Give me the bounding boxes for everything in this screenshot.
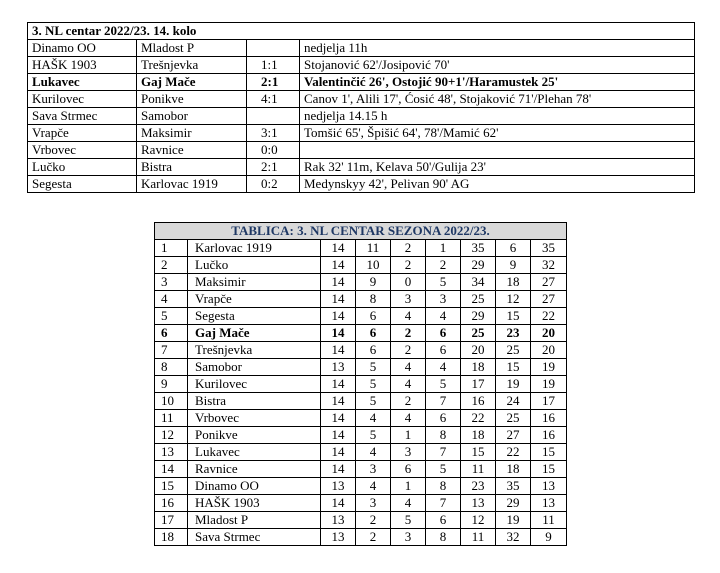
score — [247, 40, 300, 57]
standings-row — [155, 376, 567, 393]
wins: 5 — [356, 359, 391, 376]
losses: 5 — [426, 274, 461, 291]
played: 14 — [321, 325, 356, 342]
position: 11 — [155, 410, 188, 427]
points: 16 — [531, 410, 567, 427]
standings-row — [155, 478, 567, 495]
points: 17 — [531, 393, 567, 410]
standings-row — [155, 325, 567, 342]
goals-for: 29 — [461, 257, 496, 274]
score: 2:1 — [247, 74, 300, 91]
match-info: nedjelja 14.15 h — [300, 108, 695, 125]
draws: 1 — [391, 427, 426, 444]
losses: 5 — [426, 376, 461, 393]
losses: 5 — [426, 461, 461, 478]
draws: 3 — [391, 291, 426, 308]
position: 8 — [155, 359, 188, 376]
team-name: Trešnjevka — [188, 342, 321, 359]
home-team: Lukavec — [28, 74, 137, 91]
away-team: Mladost P — [137, 40, 247, 57]
standings-table — [154, 222, 567, 546]
points: 35 — [531, 240, 567, 257]
draws: 2 — [391, 393, 426, 410]
home-team: Vrapče — [28, 125, 137, 142]
team-name: Lučko — [188, 257, 321, 274]
losses: 6 — [426, 342, 461, 359]
team-name: Gaj Mače — [188, 325, 321, 342]
wins: 4 — [356, 410, 391, 427]
away-team: Ponikve — [137, 91, 247, 108]
score: 0:2 — [247, 176, 300, 193]
goals-for: 22 — [461, 410, 496, 427]
position: 18 — [155, 529, 188, 546]
match-info: Medynskyy 42', Pelivan 90' AG — [300, 176, 695, 193]
standings-row — [155, 240, 567, 257]
standings-row — [155, 410, 567, 427]
losses: 4 — [426, 359, 461, 376]
away-team: Samobor — [137, 108, 247, 125]
goals-against: 12 — [496, 291, 531, 308]
result-row — [28, 74, 695, 91]
wins: 5 — [356, 393, 391, 410]
standings-row — [155, 495, 567, 512]
played: 14 — [321, 393, 356, 410]
results-title-row — [28, 23, 695, 40]
points: 11 — [531, 512, 567, 529]
losses: 6 — [426, 512, 461, 529]
away-team: Ravnice — [137, 142, 247, 159]
draws: 1 — [391, 478, 426, 495]
points: 19 — [531, 376, 567, 393]
position: 17 — [155, 512, 188, 529]
team-name: Bistra — [188, 393, 321, 410]
goals-for: 12 — [461, 512, 496, 529]
team-name: Ravnice — [188, 461, 321, 478]
goals-against: 35 — [496, 478, 531, 495]
goals-for: 13 — [461, 495, 496, 512]
position: 3 — [155, 274, 188, 291]
position: 16 — [155, 495, 188, 512]
standings-row — [155, 359, 567, 376]
losses: 4 — [426, 308, 461, 325]
match-info: Valentinčić 26', Ostojić 90+1'/Haramustek 25' — [300, 74, 695, 91]
goals-against: 15 — [496, 308, 531, 325]
wins: 10 — [356, 257, 391, 274]
standings-row — [155, 291, 567, 308]
points: 27 — [531, 291, 567, 308]
goals-against: 32 — [496, 529, 531, 546]
wins: 6 — [356, 325, 391, 342]
played: 14 — [321, 376, 356, 393]
standings-row — [155, 342, 567, 359]
played: 14 — [321, 342, 356, 359]
played: 14 — [321, 308, 356, 325]
team-name: Karlovac 1919 — [188, 240, 321, 257]
points: 19 — [531, 359, 567, 376]
points: 13 — [531, 495, 567, 512]
position: 5 — [155, 308, 188, 325]
goals-against: 24 — [496, 393, 531, 410]
goals-for: 23 — [461, 478, 496, 495]
goals-against: 19 — [496, 376, 531, 393]
draws: 3 — [391, 444, 426, 461]
wins: 9 — [356, 274, 391, 291]
goals-against: 29 — [496, 495, 531, 512]
losses: 6 — [426, 410, 461, 427]
played: 14 — [321, 410, 356, 427]
wins: 2 — [356, 512, 391, 529]
goals-for: 17 — [461, 376, 496, 393]
wins: 8 — [356, 291, 391, 308]
goals-against: 9 — [496, 257, 531, 274]
draws: 5 — [391, 512, 426, 529]
played: 14 — [321, 444, 356, 461]
wins: 2 — [356, 529, 391, 546]
points: 13 — [531, 478, 567, 495]
team-name: Segesta — [188, 308, 321, 325]
wins: 5 — [356, 376, 391, 393]
goals-for: 11 — [461, 529, 496, 546]
played: 14 — [321, 257, 356, 274]
losses: 6 — [426, 325, 461, 342]
result-row — [28, 159, 695, 176]
standings-row — [155, 308, 567, 325]
result-row — [28, 142, 695, 159]
goals-against: 18 — [496, 274, 531, 291]
team-name: Mladost P — [188, 512, 321, 529]
points: 15 — [531, 444, 567, 461]
draws: 6 — [391, 461, 426, 478]
wins: 11 — [356, 240, 391, 257]
position: 14 — [155, 461, 188, 478]
draws: 4 — [391, 410, 426, 427]
wins: 3 — [356, 461, 391, 478]
goals-for: 18 — [461, 427, 496, 444]
position: 6 — [155, 325, 188, 342]
away-team: Karlovac 1919 — [137, 176, 247, 193]
home-team: Kurilovec — [28, 91, 137, 108]
match-info: Rak 32' 11m, Kelava 50'/Gulija 23' — [300, 159, 695, 176]
goals-for: 25 — [461, 291, 496, 308]
goals-for: 16 — [461, 393, 496, 410]
points: 16 — [531, 427, 567, 444]
team-name: Sava Strmec — [188, 529, 321, 546]
draws: 2 — [391, 257, 426, 274]
goals-against: 6 — [496, 240, 531, 257]
away-team: Bistra — [137, 159, 247, 176]
played: 14 — [321, 240, 356, 257]
team-name: Kurilovec — [188, 376, 321, 393]
home-team: HAŠK 1903 — [28, 57, 137, 74]
position: 10 — [155, 393, 188, 410]
goals-against: 27 — [496, 427, 531, 444]
match-info: Canov 1', Alili 17', Ćosić 48', Stojaković 71'/Plehan 78' — [300, 91, 695, 108]
losses: 7 — [426, 495, 461, 512]
team-name: Lukavec — [188, 444, 321, 461]
losses: 7 — [426, 393, 461, 410]
played: 13 — [321, 359, 356, 376]
result-row — [28, 40, 695, 57]
position: 15 — [155, 478, 188, 495]
home-team: Vrbovec — [28, 142, 137, 159]
points: 22 — [531, 308, 567, 325]
standings-row — [155, 461, 567, 478]
wins: 5 — [356, 427, 391, 444]
draws: 3 — [391, 529, 426, 546]
team-name: Maksimir — [188, 274, 321, 291]
home-team: Dinamo OO — [28, 40, 137, 57]
played: 13 — [321, 529, 356, 546]
result-row — [28, 125, 695, 142]
score: 2:1 — [247, 159, 300, 176]
played: 14 — [321, 427, 356, 444]
team-name: HAŠK 1903 — [188, 495, 321, 512]
score: 4:1 — [247, 91, 300, 108]
position: 12 — [155, 427, 188, 444]
standings-title: TABLICA: 3. NL CENTAR SEZONA 2022/23. — [155, 223, 567, 240]
match-info: Tomšić 65', Špišić 64', 78'/Mamić 62' — [300, 125, 695, 142]
position: 4 — [155, 291, 188, 308]
away-team: Trešnjevka — [137, 57, 247, 74]
team-name: Vrbovec — [188, 410, 321, 427]
goals-for: 15 — [461, 444, 496, 461]
wins: 3 — [356, 495, 391, 512]
losses: 1 — [426, 240, 461, 257]
wins: 6 — [356, 308, 391, 325]
score: 3:1 — [247, 125, 300, 142]
played: 13 — [321, 478, 356, 495]
goals-against: 19 — [496, 512, 531, 529]
position: 13 — [155, 444, 188, 461]
points: 20 — [531, 325, 567, 342]
away-team: Maksimir — [137, 125, 247, 142]
losses: 8 — [426, 427, 461, 444]
goals-for: 20 — [461, 342, 496, 359]
losses: 7 — [426, 444, 461, 461]
goals-for: 34 — [461, 274, 496, 291]
home-team: Segesta — [28, 176, 137, 193]
results-table — [27, 22, 695, 193]
losses: 8 — [426, 529, 461, 546]
away-team: Gaj Mače — [137, 74, 247, 91]
goals-against: 18 — [496, 461, 531, 478]
team-name: Samobor — [188, 359, 321, 376]
results-title: 3. NL centar 2022/23. 14. kolo — [28, 23, 695, 40]
goals-for: 25 — [461, 325, 496, 342]
draws: 0 — [391, 274, 426, 291]
played: 14 — [321, 461, 356, 478]
draws: 4 — [391, 495, 426, 512]
draws: 4 — [391, 308, 426, 325]
wins: 4 — [356, 478, 391, 495]
position: 7 — [155, 342, 188, 359]
points: 27 — [531, 274, 567, 291]
position: 2 — [155, 257, 188, 274]
home-team: Sava Strmec — [28, 108, 137, 125]
goals-against: 15 — [496, 359, 531, 376]
draws: 2 — [391, 240, 426, 257]
goals-against: 22 — [496, 444, 531, 461]
standings-row — [155, 274, 567, 291]
result-row — [28, 108, 695, 125]
standings-row — [155, 257, 567, 274]
wins: 6 — [356, 342, 391, 359]
played: 14 — [321, 495, 356, 512]
score — [247, 108, 300, 125]
standings-row — [155, 427, 567, 444]
losses: 3 — [426, 291, 461, 308]
draws: 4 — [391, 376, 426, 393]
goals-for: 18 — [461, 359, 496, 376]
points: 20 — [531, 342, 567, 359]
losses: 2 — [426, 257, 461, 274]
match-info: nedjelja 11h — [300, 40, 695, 57]
goals-for: 11 — [461, 461, 496, 478]
result-row — [28, 91, 695, 108]
draws: 2 — [391, 342, 426, 359]
goals-against: 23 — [496, 325, 531, 342]
goals-against: 25 — [496, 410, 531, 427]
standings-row — [155, 512, 567, 529]
played: 13 — [321, 512, 356, 529]
losses: 8 — [426, 478, 461, 495]
goals-against: 25 — [496, 342, 531, 359]
standings-title-row — [155, 223, 567, 240]
played: 14 — [321, 274, 356, 291]
points: 9 — [531, 529, 567, 546]
points: 32 — [531, 257, 567, 274]
position: 9 — [155, 376, 188, 393]
goals-for: 29 — [461, 308, 496, 325]
team-name: Ponikve — [188, 427, 321, 444]
draws: 4 — [391, 359, 426, 376]
points: 15 — [531, 461, 567, 478]
team-name: Vrapče — [188, 291, 321, 308]
match-info: Stojanović 62'/Josipović 70' — [300, 57, 695, 74]
draws: 2 — [391, 325, 426, 342]
team-name: Dinamo OO — [188, 478, 321, 495]
score: 1:1 — [247, 57, 300, 74]
standings-row — [155, 529, 567, 546]
goals-for: 35 — [461, 240, 496, 257]
standings-row — [155, 393, 567, 410]
score: 0:0 — [247, 142, 300, 159]
standings-row — [155, 444, 567, 461]
match-info — [300, 142, 695, 159]
wins: 4 — [356, 444, 391, 461]
played: 14 — [321, 291, 356, 308]
position: 1 — [155, 240, 188, 257]
result-row — [28, 57, 695, 74]
home-team: Lučko — [28, 159, 137, 176]
result-row — [28, 176, 695, 193]
